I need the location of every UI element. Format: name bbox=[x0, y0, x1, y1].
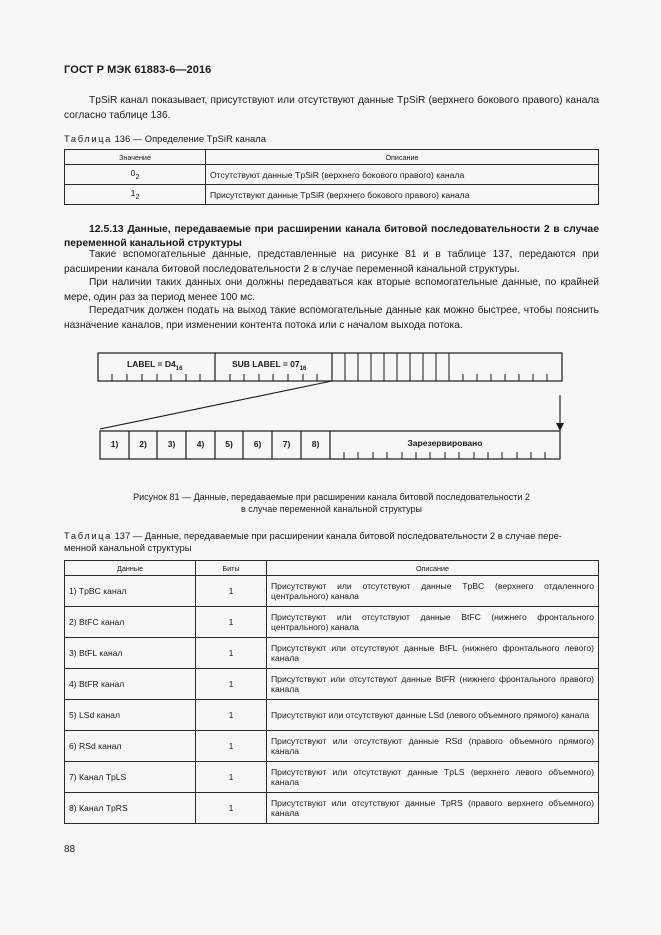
row-description: Присутствуют или отсутствуют данные TpLS (верхнего левого объемного) канала bbox=[267, 762, 599, 793]
table-row bbox=[65, 669, 599, 700]
bit-5: 5) bbox=[225, 439, 233, 449]
table136-description: Отсутствуют данные TpSiR (верхнего бокового правого) канала bbox=[206, 165, 599, 185]
table136-caption bbox=[64, 133, 266, 144]
table-row bbox=[65, 576, 599, 607]
table137-header-data: Данные bbox=[65, 561, 196, 576]
row-bits: 1 bbox=[196, 793, 267, 824]
table136-header-value: Значение bbox=[65, 150, 206, 165]
bit-6: 6) bbox=[253, 439, 262, 449]
table137-header-description: Описание bbox=[267, 561, 599, 576]
figure-caption-line-1: Рисунок 81 — Данные, передаваемые при расширении канала битовой последовательности 2 bbox=[133, 492, 530, 502]
section-heading: 12.5.13 Данные, передаваемые при расширении канала битовой последовательности 2 в случае переменной канальной структуры bbox=[64, 224, 599, 249]
figure-caption bbox=[64, 491, 599, 515]
table137-caption-text: 137 — Данные, передаваемые при расширении канала битовой последовательности 2 в случае пере- bbox=[114, 530, 562, 541]
row-data: 5) LSd канал bbox=[65, 700, 196, 731]
row-bits: 1 bbox=[196, 700, 267, 731]
table137-caption-prefix: Таблица bbox=[64, 530, 112, 541]
bit-2: 2) bbox=[139, 439, 147, 449]
row-data: 1) TpBC канал bbox=[65, 576, 196, 607]
row-data: 3) BtFL канал bbox=[65, 638, 196, 669]
row-description: Присутствуют или отсутствуют данные LSd (левого объемного прямого) канала bbox=[267, 700, 599, 731]
value-main: 0 bbox=[130, 168, 136, 178]
row-description: Присутствуют или отсутствуют данные BtFR (нижнего фронтального правого) канала bbox=[267, 669, 599, 700]
table136-value bbox=[65, 185, 206, 205]
row-bits: 1 bbox=[196, 576, 267, 607]
row-bits: 1 bbox=[196, 762, 267, 793]
table137-caption-line2: менной канальной структуры bbox=[64, 542, 192, 553]
sublabel-field-text: SUB LABEL = $07_{16}$ bbox=[232, 359, 307, 372]
label-field-text: LABEL = $D4_{16}$ bbox=[127, 359, 183, 372]
figure-81-diagram bbox=[0, 345, 661, 465]
bit-7: 7) bbox=[282, 439, 291, 449]
document-header: ГОСТ Р МЭК 61883-6—2016 bbox=[64, 64, 212, 76]
bit-3: 3) bbox=[167, 439, 176, 449]
expansion-line bbox=[100, 381, 332, 429]
row-data: 6) RSd канал bbox=[65, 731, 196, 762]
table-row bbox=[65, 762, 599, 793]
reserved-field: Зарезервировано bbox=[407, 438, 483, 448]
section-paragraph-3: Передатчик должен подать на выход такие вспомогательные данные как можно быстрее, чтобы пояснить назначение каналов, при изменении контента потока или с началом выхода потока. bbox=[64, 305, 599, 331]
row-data: 7) Канал TpLS bbox=[65, 762, 196, 793]
row-data: 4) BtFR канал bbox=[65, 669, 196, 700]
section-paragraph-1: Такие вспомогательные данные, представленные на рисунке 81 и в таблице 137, передаются при расширении канала битовой последовательности 2 в случае переменной канальной структуры. bbox=[64, 249, 599, 275]
table-row bbox=[65, 165, 599, 185]
table136-description: Присутствуют данные TpSiR (верхнего бокового правого) канала bbox=[206, 185, 599, 205]
bit-4: 4) bbox=[196, 439, 205, 449]
value-subscript: 2 bbox=[135, 194, 140, 201]
table-row bbox=[65, 793, 599, 824]
value-main: 1 bbox=[130, 188, 136, 198]
table-row bbox=[65, 638, 599, 669]
row-bits: 1 bbox=[196, 638, 267, 669]
table-row bbox=[65, 185, 599, 205]
table136-caption-text: 136 — Определение TpSiR канала bbox=[114, 133, 266, 144]
section-paragraph-2: При наличии таких данных они должны передаваться как вторые вспомогательные данные, по крайней мере, один раз за период менее 100 мс. bbox=[64, 277, 599, 303]
table-136 bbox=[64, 149, 599, 205]
row-data: 8) Канал TpRS bbox=[65, 793, 196, 824]
row-data: 2) BtFC канал bbox=[65, 607, 196, 638]
table137-header-bits: Биты bbox=[196, 561, 267, 576]
row-description: Присутствуют или отсутствуют данные BtFL (нижнего фронтального левого) канала bbox=[267, 638, 599, 669]
row-bits: 1 bbox=[196, 607, 267, 638]
value-subscript: 2 bbox=[135, 174, 140, 181]
row-bits: 1 bbox=[196, 731, 267, 762]
table136-value bbox=[65, 165, 206, 185]
figure-caption-line-2: в случае переменной канальной структуры bbox=[240, 504, 422, 514]
table-row bbox=[65, 700, 599, 731]
bit-8: 8) bbox=[311, 439, 320, 449]
table137-caption bbox=[64, 530, 599, 554]
table136-caption-prefix: Таблица bbox=[64, 133, 112, 144]
row-description: Присутствуют или отсутствуют данные TpRS (правого верхнего объемного) канала bbox=[267, 793, 599, 824]
row-description: Присутствуют или отсутствуют данные BtFC (нижнего фронтального центрального) канала bbox=[267, 607, 599, 638]
arrow-down-icon bbox=[556, 423, 564, 431]
table-137 bbox=[64, 560, 599, 824]
page-number: 88 bbox=[64, 844, 76, 855]
bit-1: 1) bbox=[110, 439, 119, 449]
table-row bbox=[65, 607, 599, 638]
intro-paragraph: TpSiR канал показывает, присутствуют или отсутствуют данные TpSiR (верхнего бокового правого) канала согласно таблице 136. bbox=[64, 95, 599, 121]
row-bits: 1 bbox=[196, 669, 267, 700]
table-row bbox=[65, 731, 599, 762]
table136-header-description: Описание bbox=[206, 150, 599, 165]
row-description: Присутствуют или отсутствуют данные TpBC (верхнего отдаленного центрального) канала bbox=[267, 576, 599, 607]
row-description: Присутствуют или отсутствуют данные RSd (правого объемного прямого) канала bbox=[267, 731, 599, 762]
